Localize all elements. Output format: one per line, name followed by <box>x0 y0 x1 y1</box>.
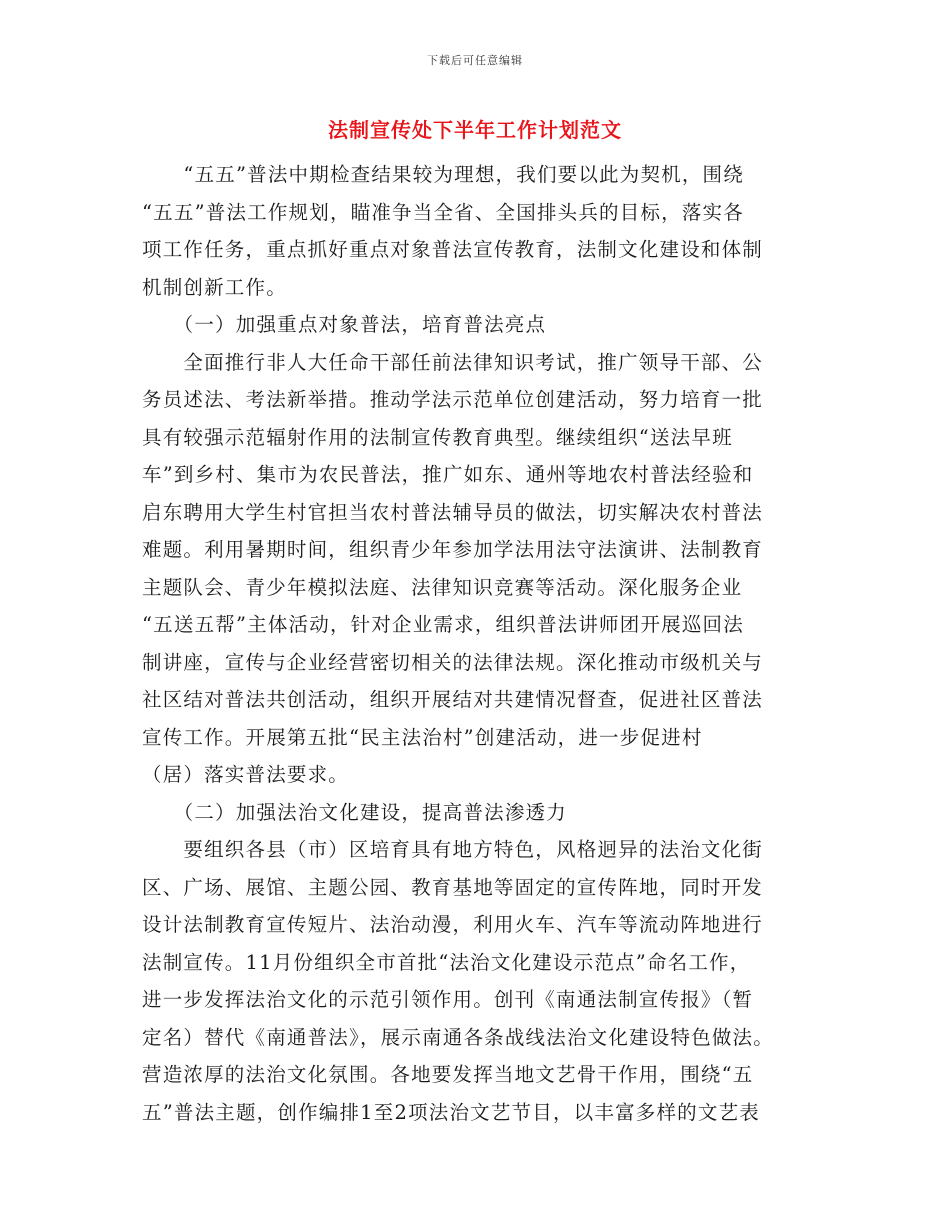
text-line: （居）落实普法要求。 <box>142 763 350 786</box>
text-line: （二）加强法治文化建设，提高普法渗透力 <box>142 800 567 824</box>
text-line: 车”到乡村、集市为农民普法，推广如东、通州等地农村普法经验和 <box>142 463 754 486</box>
text-line: 全面推行非人大任命干部任前法律知识考试，推广领导干部、公 <box>142 350 764 374</box>
text-line: 机制创新工作。 <box>142 275 287 299</box>
document-body <box>142 156 797 1131</box>
text-line: 区、广场、展馆、主题公园、教育基地等固定的宣传阵地，同时开发 <box>142 875 764 899</box>
text-line: 务员述法、考法新举措。推动学法示范单位创建活动，努力培育一批 <box>142 388 764 411</box>
text-line: 具有较强示范辐射作用的法制宣传教育典型。继续组织“送法早班 <box>142 425 733 449</box>
page-header: 下载后可任意编辑 <box>427 54 523 67</box>
document-title: 法制宣传处下半年工作计划范文 <box>328 118 622 142</box>
text-line: 难题。利用暑期时间，组织青少年参加学法用法守法演讲、法制教育 <box>142 538 764 561</box>
text-line: 定名）替代《南通普法》，展示南通各条战线法治文化建设特色做法。 <box>142 1025 774 1049</box>
text-line: 启东聘用大学生村官担当农村普法辅导员的做法，切实解决农村普法 <box>142 500 764 524</box>
text-line: 进一步发挥法治文化的示范引领作用。创刊《南通法制宣传报》（暂 <box>142 988 754 1011</box>
text-line: “五五”普法中期检查结果较为理想，我们要以此为契机，围绕 <box>142 163 744 186</box>
text-line: 社区结对普法共创活动，组织开展结对共建情况督查，促进社区普法 <box>142 688 764 711</box>
text-line: 法制宣传。11月份组织全市首批“法治文化建设示范点”命名工作， <box>142 950 751 974</box>
text-line: 要组织各县（市）区培育具有地方特色，风格迥异的法治文化街 <box>142 838 764 861</box>
text-line: 项工作任务，重点抓好重点对象普法宣传教育，法制文化建设和体制 <box>142 238 764 261</box>
text-line: 设计法制教育宣传短片、法治动漫，利用火车、汽车等流动阵地进行 <box>142 913 764 936</box>
text-line: 营造浓厚的法治文化氛围。各地要发挥当地文艺骨干作用，围绕“五 <box>142 1063 754 1086</box>
text-line: 主题队会、青少年模拟法庭、法律知识竞赛等活动。深化服务企业 <box>142 575 743 599</box>
text-line: 宣传工作。开展第五批“民主法治村”创建活动，进一步促进村 <box>142 725 703 749</box>
text-line: 五”普法主题，创作编排1至2项法治文艺节目，以丰富多样的文艺表 <box>142 1100 760 1124</box>
text-line: 制讲座，宣传与企业经营密切相关的法律法规。深化推动市级机关与 <box>142 650 764 674</box>
text-line: “五送五帮”主体活动，针对企业需求，组织普法讲师团开展巡回法 <box>142 613 744 636</box>
text-line: （一）加强重点对象普法，培育普法亮点 <box>142 313 547 336</box>
text-line: “五五”普法工作规划，瞄准争当全省、全国排头兵的目标，落实各 <box>142 200 744 224</box>
